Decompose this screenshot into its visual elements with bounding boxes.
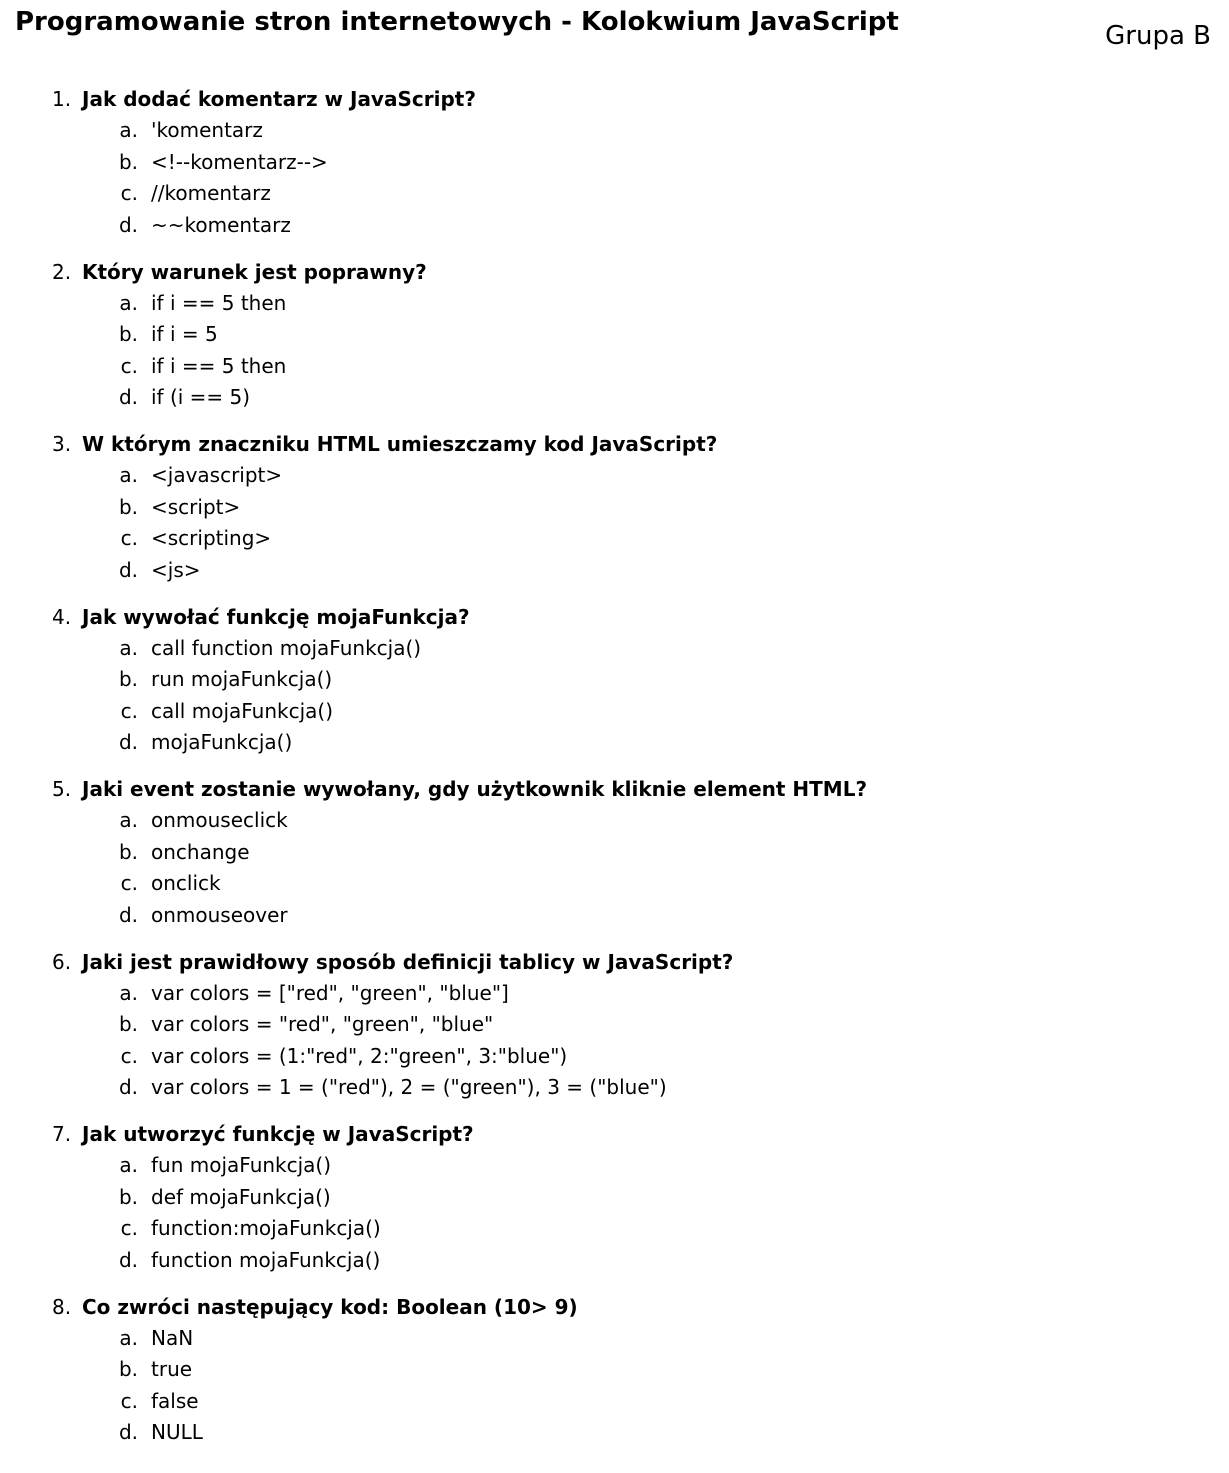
- question-2: [0, 256, 1229, 429]
- document-title: Programowanie stron internetowych - Kolokwium JavaScript: [15, 7, 899, 37]
- question-5: [0, 773, 1229, 946]
- answer-letter: b.: [118, 1012, 138, 1036]
- answer-text: var colors = ["red", "green", "blue"]: [151, 980, 509, 1005]
- answer-letter: a.: [119, 980, 138, 1005]
- question-text: Jaki event zostanie wywołany, gdy użytkownik kliknie element HTML?: [82, 777, 868, 801]
- answer-text: var colors = 1 = ("red"), 2 = ("green"), 3 = ("blue"): [151, 1075, 667, 1099]
- question-number: 3.: [52, 432, 72, 456]
- question-4: [0, 601, 1229, 774]
- answer-text: ~~komentarz: [151, 212, 291, 237]
- answer-letter: a.: [119, 463, 138, 487]
- question-number: 7.: [52, 1122, 72, 1146]
- question-text: Jak utworzyć funkcję w JavaScript?: [82, 1122, 474, 1146]
- answer-letter: b.: [118, 1184, 138, 1209]
- answer-text: false: [151, 1388, 199, 1413]
- question-text: Co zwróci następujący kod: Boolean (10> 9): [82, 1294, 578, 1319]
- answer-text: if i == 5 then: [151, 353, 287, 378]
- answer-text: var colors = (1:"red", 2:"green", 3:"blue"): [151, 1043, 568, 1068]
- question-8: [0, 1291, 1229, 1464]
- answer-letter: b.: [118, 667, 138, 691]
- question-1: [0, 83, 1229, 256]
- answer-letter: a.: [119, 1153, 138, 1177]
- answer-letter: a.: [119, 635, 138, 660]
- answer-text: mojaFunkcja(): [151, 730, 293, 754]
- answer-letter: c.: [120, 1216, 138, 1240]
- question-number: 5.: [52, 777, 72, 801]
- answer-text: def mojaFunkcja(): [151, 1184, 331, 1209]
- answer-text: NULL: [151, 1420, 203, 1444]
- answer-letter: c.: [120, 698, 138, 723]
- answer-letter: d.: [118, 1075, 138, 1099]
- answer-text: function mojaFunkcja(): [151, 1247, 381, 1272]
- answer-letter: d.: [118, 902, 138, 927]
- question-7: [0, 1118, 1229, 1291]
- question-6: [0, 946, 1229, 1119]
- answer-text: if (i == 5): [151, 385, 251, 409]
- answer-text: function:mojaFunkcja(): [151, 1216, 381, 1240]
- answer-letter: b.: [118, 322, 138, 346]
- answer-text: NaN: [151, 1325, 194, 1350]
- question-text: Jak wywołać funkcję mojaFunkcja?: [82, 604, 470, 629]
- question-list: [0, 83, 1229, 1463]
- question-text: W którym znaczniku HTML umieszczamy kod JavaScript?: [82, 432, 718, 456]
- answer-text: onclick: [151, 871, 221, 895]
- question-text: Który warunek jest poprawny?: [82, 259, 427, 284]
- answer-text: call function mojaFunkcja(): [151, 635, 422, 660]
- answer-letter: a.: [119, 808, 138, 832]
- answer-letter: d.: [118, 212, 138, 237]
- answer-letter: c.: [120, 871, 138, 895]
- answer-text: call mojaFunkcja(): [151, 698, 334, 723]
- answer-letter: a.: [119, 118, 138, 142]
- question-number: 8.: [52, 1294, 72, 1319]
- answer-text: <!--komentarz-->: [151, 149, 328, 174]
- answer-letter: c.: [120, 1388, 138, 1413]
- answer-letter: c.: [120, 353, 138, 378]
- answer-text: <scripting>: [151, 526, 272, 550]
- answer-letter: d.: [118, 1420, 138, 1444]
- answer-text: if i == 5 then: [151, 290, 287, 315]
- question-number: 6.: [52, 949, 72, 974]
- answer-text: <js>: [151, 557, 201, 582]
- answer-text: onchange: [151, 839, 250, 864]
- answer-text: <javascript>: [151, 463, 283, 487]
- answer-text: var colors = "red", "green", "blue": [151, 1012, 494, 1036]
- answer-letter: a.: [119, 1325, 138, 1350]
- answer-letter: d.: [118, 1247, 138, 1272]
- answer-text: onmouseover: [151, 902, 288, 927]
- answer-letter: c.: [120, 526, 138, 550]
- answer-letter: d.: [118, 557, 138, 582]
- question-text: Jaki jest prawidłowy sposób definicji tablicy w JavaScript?: [82, 949, 734, 974]
- answer-letter: c.: [120, 1043, 138, 1068]
- answer-text: if i = 5: [151, 322, 218, 346]
- question-number: 2.: [52, 259, 72, 284]
- answer-letter: d.: [118, 730, 138, 754]
- question-number: 4.: [52, 604, 72, 629]
- answer-text: true: [151, 1357, 193, 1381]
- group-label: Grupa B: [1105, 21, 1211, 51]
- answer-letter: b.: [118, 494, 138, 519]
- answer-text: fun mojaFunkcja(): [151, 1153, 332, 1177]
- answer-letter: c.: [120, 181, 138, 205]
- answer-text: //komentarz: [151, 181, 271, 205]
- question-text: Jak dodać komentarz w JavaScript?: [82, 87, 476, 111]
- answer-text: onmouseclick: [151, 808, 288, 832]
- answer-letter: b.: [118, 839, 138, 864]
- answer-letter: a.: [119, 290, 138, 315]
- answer-text: run mojaFunkcja(): [151, 667, 333, 691]
- answer-letter: b.: [118, 1357, 138, 1381]
- answer-letter: d.: [118, 385, 138, 409]
- question-3: [0, 428, 1229, 601]
- answer-text: 'komentarz: [151, 118, 263, 142]
- answer-letter: b.: [118, 149, 138, 174]
- question-number: 1.: [52, 87, 72, 111]
- answer-text: <script>: [151, 494, 241, 519]
